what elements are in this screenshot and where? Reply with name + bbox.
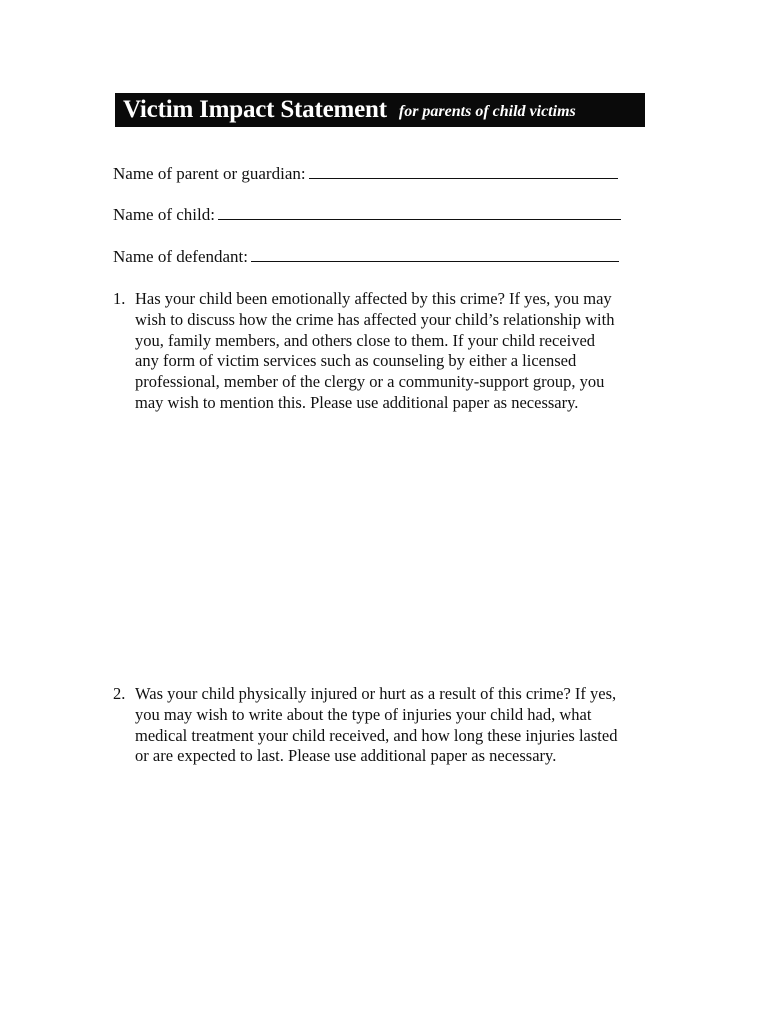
parent-guardian-field (113, 164, 618, 184)
parent-guardian-input[interactable] (309, 164, 618, 179)
child-name-input[interactable] (218, 205, 621, 220)
defendant-name-field (113, 247, 619, 267)
question-1-line: may wish to mention this. Please use additional paper as necessary. (135, 392, 579, 412)
question-2-number: 2. (113, 684, 126, 703)
question-1-number: 1. (113, 289, 126, 308)
parent-guardian-label: Name of parent or guardian: (113, 164, 306, 183)
question-1 (113, 289, 673, 414)
child-name-label: Name of child: (113, 205, 215, 224)
question-1-line: Has your child been emotionally affected by this crime? If yes, you may (135, 289, 612, 308)
question-1-line: wish to discuss how the crime has affected your child’s relationship with (135, 309, 615, 329)
question-2-line: Was your child physically injured or hurt as a result of this crime? If yes, (135, 684, 617, 703)
child-name-field (113, 205, 621, 225)
question-2-line: you may wish to write about the type of injuries your child had, what (135, 704, 592, 724)
question-1-line: professional, member of the clergy or a community-support group, you (135, 372, 605, 392)
defendant-name-label: Name of defendant: (113, 247, 248, 266)
question-2-line: or are expected to last. Please use additional paper as necessary. (135, 746, 557, 766)
question-2 (113, 684, 673, 767)
form-title-banner (115, 93, 645, 127)
question-1-line: you, family members, and others close to them. If your child received (135, 330, 596, 350)
form-title: Victim Impact Statement (123, 96, 387, 123)
question-2-text (135, 684, 673, 767)
form-subtitle: for parents of child victims (398, 103, 576, 120)
question-1-text (135, 289, 673, 414)
question-1-line: any form of victim services such as counseling by either a licensed (135, 351, 577, 371)
defendant-name-input[interactable] (251, 247, 619, 262)
question-2-line: medical treatment your child received, and how long these injuries lasted (135, 725, 618, 745)
